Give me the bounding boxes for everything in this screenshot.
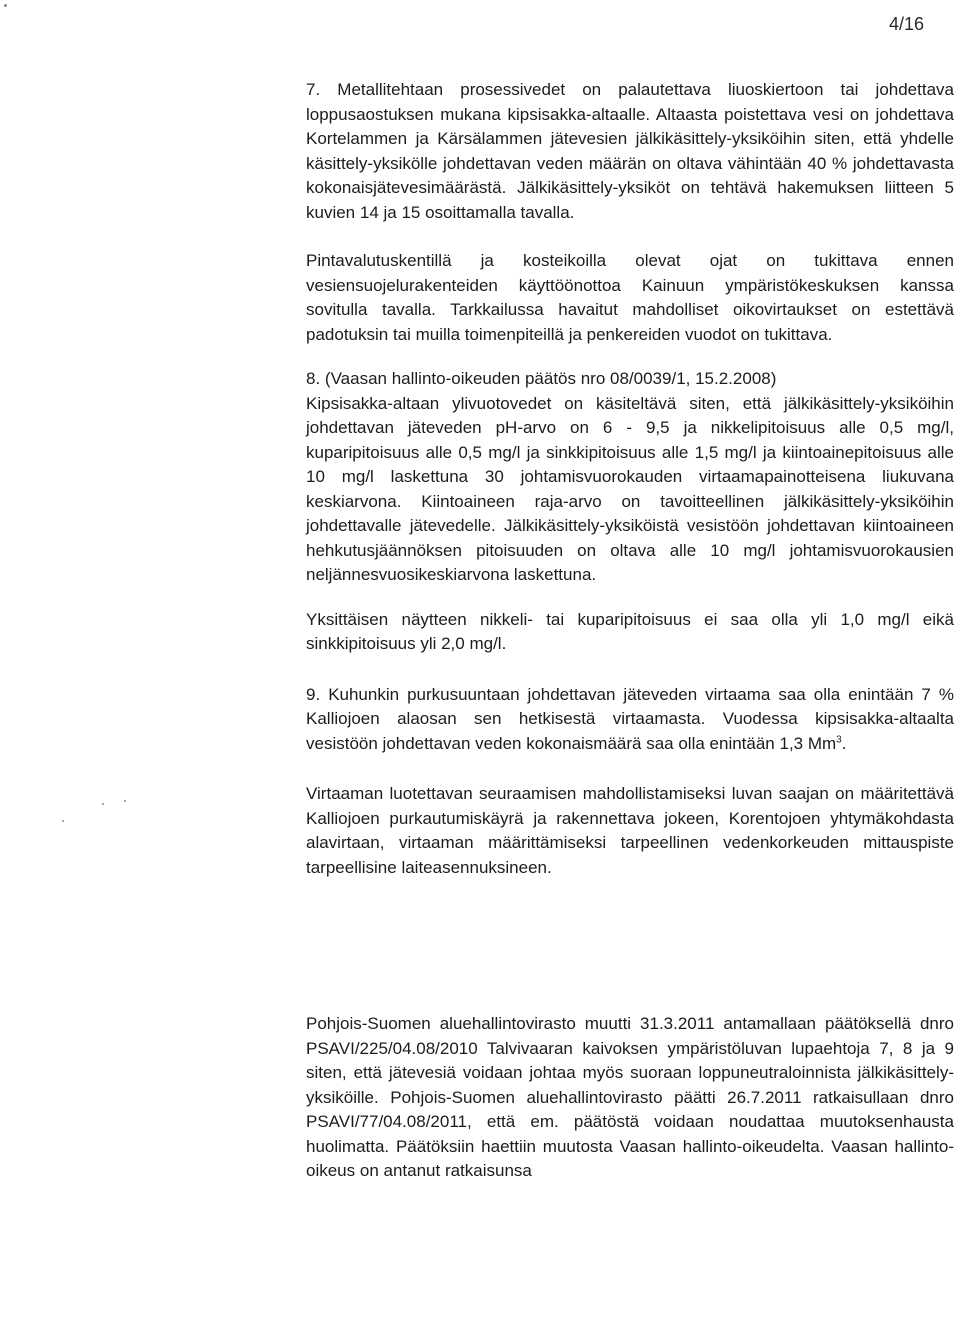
condition-text: Metallitehtaan prosessivedet on palautettava liuoskiertoon tai johdettava loppusaostuksen mukana kipsisakka-altaalle. Altaasta poistettava vesi on johdettava Kortelammen ja Kärsälammen jätevesien jälkikäsittely-yksiköihin siten, että yhdelle käsittely-yksikölle johdettavan veden määrän on oltava vähintään 40 % johdettavasta kokonaisjätevesimäärästä. Jälkikäsittely-yksiköt on tehtävä hakemuksen liitteen 5 kuvien 14 ja 15 osoittamalla tavalla.: [306, 80, 954, 222]
flow-monitoring-paragraph: Virtaaman luotettavan seuraamisen mahdollistamiseksi luvan saajan on määritettävä Kalliojoen purkautumiskäyrä ja rakennettava jokeen, Korentojoen yhtymäkohdasta alavirtaan, virtaaman määrittämiseksi tarpeellinen vedenkorkeuden mittauspiste tarpeellisine laiteasennuksineen.: [306, 784, 954, 877]
condition-8-text: Kipsisakka-altaan ylivuotovedet on käsiteltävä siten, että jälkikäsittely-yksiköihin johdettavan jäteveden pH-arvo on 6 - 9,5 ja nikkelipitoisuus alle 0,5 mg/l, kuparipitoisuus alle 0,5 mg/l ja sinkkipitoisuus alle 1,5 mg/l ja kiintoainepitoisuus alle 10 mg/l laskettuna 30 johtamisvuorokauden virtaamapainotteisena liukuvana keskiarvona. Kiintoaineen raja-arvo on tavoitteellinen jälkikäsittely-yksiköihin johdettavalle jätevedelle. Jälkikäsittely-yksiköistä vesistöön johdettavan kiintoaineen hehkutusjäännöksen pitoisuuden on oltava alle 10 mg/l johtamisvuorokausien neljännesvuosikeskiarvona laskettuna.: [306, 393, 954, 584]
decision-paragraph: Pohjois-Suomen aluehallintovirasto muutti 31.3.2011 antamallaan päätöksellä dnro PSAVI/225/04.08/2010 Talvivaaran kaivoksen ympäristöluvan lupaehtoja 7, 8 ja 9 siten, että jätevesiä voidaan johtaa myös suoraan loppuneutraloinnista jälkikäsittely-yksiköille. Pohjois-Suomen aluehallintovirasto päätti 26.7.2011 ratkaisullaan dnro PSAVI/77/04.08/2011, että em. päätöstä voidaan noudattaa muutoksenhausta huolimatta. Päätöksiin haettiin muutosta Vaasan hallinto-oikeudelta. Vaasan hallinto-oikeus on antanut ratkaisunsa: [306, 1014, 954, 1180]
scan-speck: [124, 800, 126, 802]
page-number: 4/16: [888, 14, 924, 34]
runoff-paragraph: Pintavalutuskentillä ja kosteikoilla olevat ojat on tukittava ennen vesiensuojelurakenteiden käyttöönottoa Kainuun ympäristökeskuksen kanssa sovitulla tavalla. Tarkkailussa havaitut mahdolliset oikovirtaukset on estettävä padotuksin tai muilla toimenpiteillä ja penkereiden vuodot on tukittava.: [306, 251, 954, 344]
condition-number: 8.: [306, 369, 321, 388]
document-body: [306, 78, 954, 1204]
condition-9: [306, 683, 954, 757]
condition-number: 9.: [306, 684, 321, 704]
condition-number: 7.: [306, 80, 321, 99]
condition-8-heading: [306, 367, 954, 392]
condition-text-end: .: [841, 733, 847, 753]
condition-7: [306, 78, 954, 225]
condition-heading: (Vaasan hallinto-oikeuden päätös nro 08/0039/1, 15.2.2008): [324, 369, 777, 388]
single-sample-paragraph: Yksittäisen näytteen nikkeli- tai kuparipitoisuus ei saa olla yli 1,0 mg/l eikä sinkkipitoisuus yli 2,0 mg/l.: [306, 609, 954, 653]
condition-text: Kuhunkin purkusuuntaan johdettavan jäteveden virtaama saa olla enintään 7 % Kalliojoen alaosan sen hetkisestä virtaamasta. Vuodessa kipsisakka-altaalta vesistöön johdettavan veden kokonaismäärä saa olla enintään 1,3 Mm: [306, 684, 954, 753]
scan-speck: [62, 820, 64, 822]
superscript: 3: [836, 733, 842, 745]
scan-speck: [102, 803, 104, 805]
scan-speck: [4, 4, 7, 7]
